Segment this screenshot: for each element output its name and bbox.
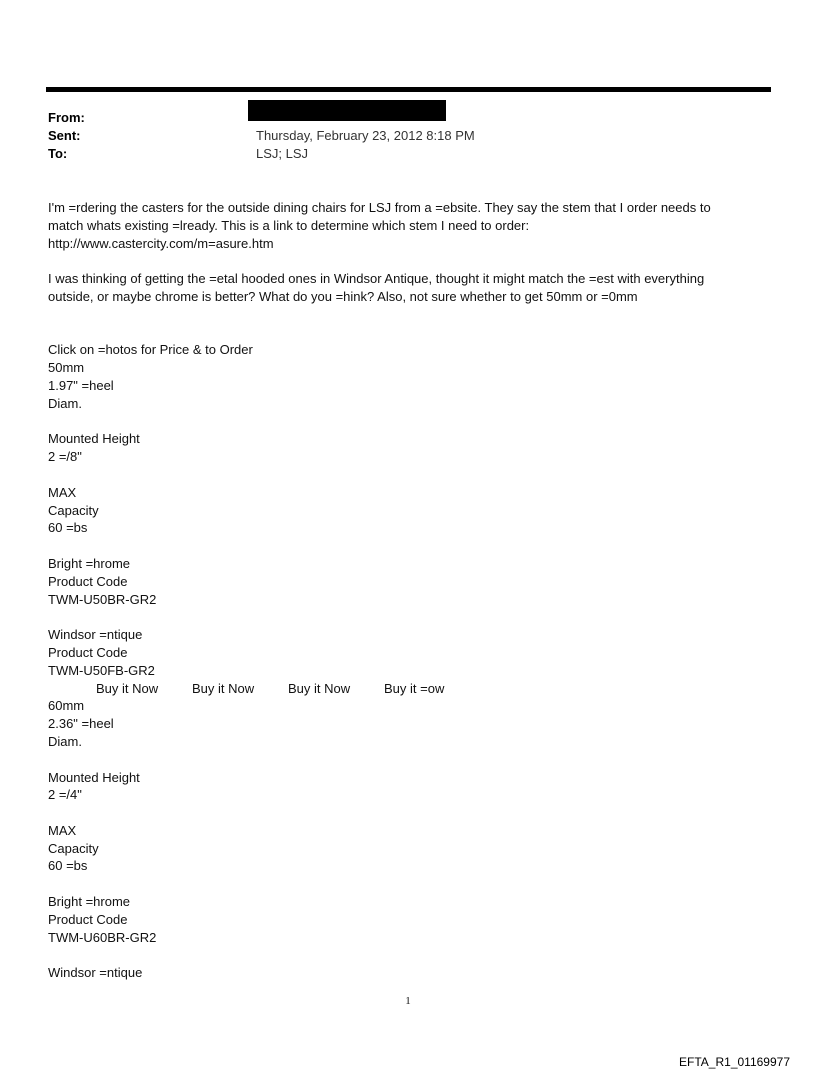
- capacity-label: Capacity: [48, 502, 99, 518]
- mounted-height-value: 2 =/4": [48, 787, 82, 803]
- sent-value: Thursday, February 23, 2012 8:18 PM: [256, 128, 475, 143]
- paragraph-order: [48, 199, 768, 252]
- capacity-value: 60 =bs: [48, 520, 88, 536]
- from-label: From:: [48, 110, 85, 125]
- wheel-label: 2.36" =heel: [48, 716, 114, 732]
- body-line: outside, or maybe chrome is better? What do you =hink? Also, not sure whether to get 50mm or =0mm: [48, 288, 638, 304]
- sent-label: Sent:: [48, 128, 81, 143]
- product-code: TWM-U50FB-GR2: [48, 662, 155, 678]
- buy-it-now-link[interactable]: Buy it Now: [96, 680, 159, 696]
- document-id: EFTA_R1_01169977: [679, 1055, 790, 1069]
- capacity-label: Capacity: [48, 840, 99, 856]
- mounted-height-value: 2 =/8": [48, 449, 82, 465]
- buy-it-now-link[interactable]: Buy it =ow: [384, 680, 445, 696]
- product-code: TWM-U60BR-GR2: [48, 929, 157, 945]
- body-line: I'm =rdering the casters for the outside dining chairs for LSJ from a =ebsite. They say the stem that I order needs to: [48, 200, 711, 215]
- email-body: [48, 199, 768, 982]
- measure-link[interactable]: http://www.castercity.com/m=asure.htm: [48, 235, 274, 251]
- product-code-label: Product Code: [48, 911, 128, 927]
- capacity-value: 60 =bs: [48, 858, 88, 874]
- body-line: match whats existing =lready. This is a link to determine which stem I need to order:: [48, 217, 530, 233]
- product-code-label: Product Code: [48, 644, 128, 660]
- product-code-label: Product Code: [48, 573, 128, 589]
- wheel-label: 1.97" =heel: [48, 377, 114, 393]
- buy-row: [48, 680, 768, 698]
- buy-it-now-link[interactable]: Buy it Now: [288, 680, 351, 696]
- redaction-block: [248, 100, 446, 121]
- max-label: MAX: [48, 822, 77, 838]
- section-50mm: [48, 359, 768, 679]
- chrome-name: Bright =hrome: [48, 894, 131, 910]
- antique-name: Windsor =ntique: [48, 627, 143, 643]
- buy-it-now-link[interactable]: Buy it Now: [192, 680, 255, 696]
- body-line: I was thinking of getting the =etal hooded ones in Windsor Antique, thought it might match the =est with everything: [48, 271, 705, 287]
- to-value: LSJ; LSJ: [256, 146, 309, 161]
- max-label: MAX: [48, 484, 77, 500]
- page-number: 1: [405, 995, 411, 1007]
- click-instruction: Click on =hotos for Price & to Order: [48, 342, 253, 358]
- header-rule: [46, 87, 771, 92]
- to-label: To:: [48, 146, 68, 161]
- mounted-height-label: Mounted Height: [48, 769, 140, 785]
- size-label: 60mm: [48, 698, 85, 714]
- product-code: TWM-U50BR-GR2: [48, 591, 157, 607]
- diam-label: Diam.: [48, 395, 82, 411]
- mounted-height-label: Mounted Height: [48, 431, 140, 447]
- section-60mm: [48, 697, 768, 982]
- paragraph-question: [48, 270, 768, 306]
- chrome-name: Bright =hrome: [48, 555, 131, 571]
- diam-label: Diam.: [48, 733, 82, 749]
- size-label: 50mm: [48, 360, 85, 376]
- antique-name: Windsor =ntique: [48, 965, 143, 981]
